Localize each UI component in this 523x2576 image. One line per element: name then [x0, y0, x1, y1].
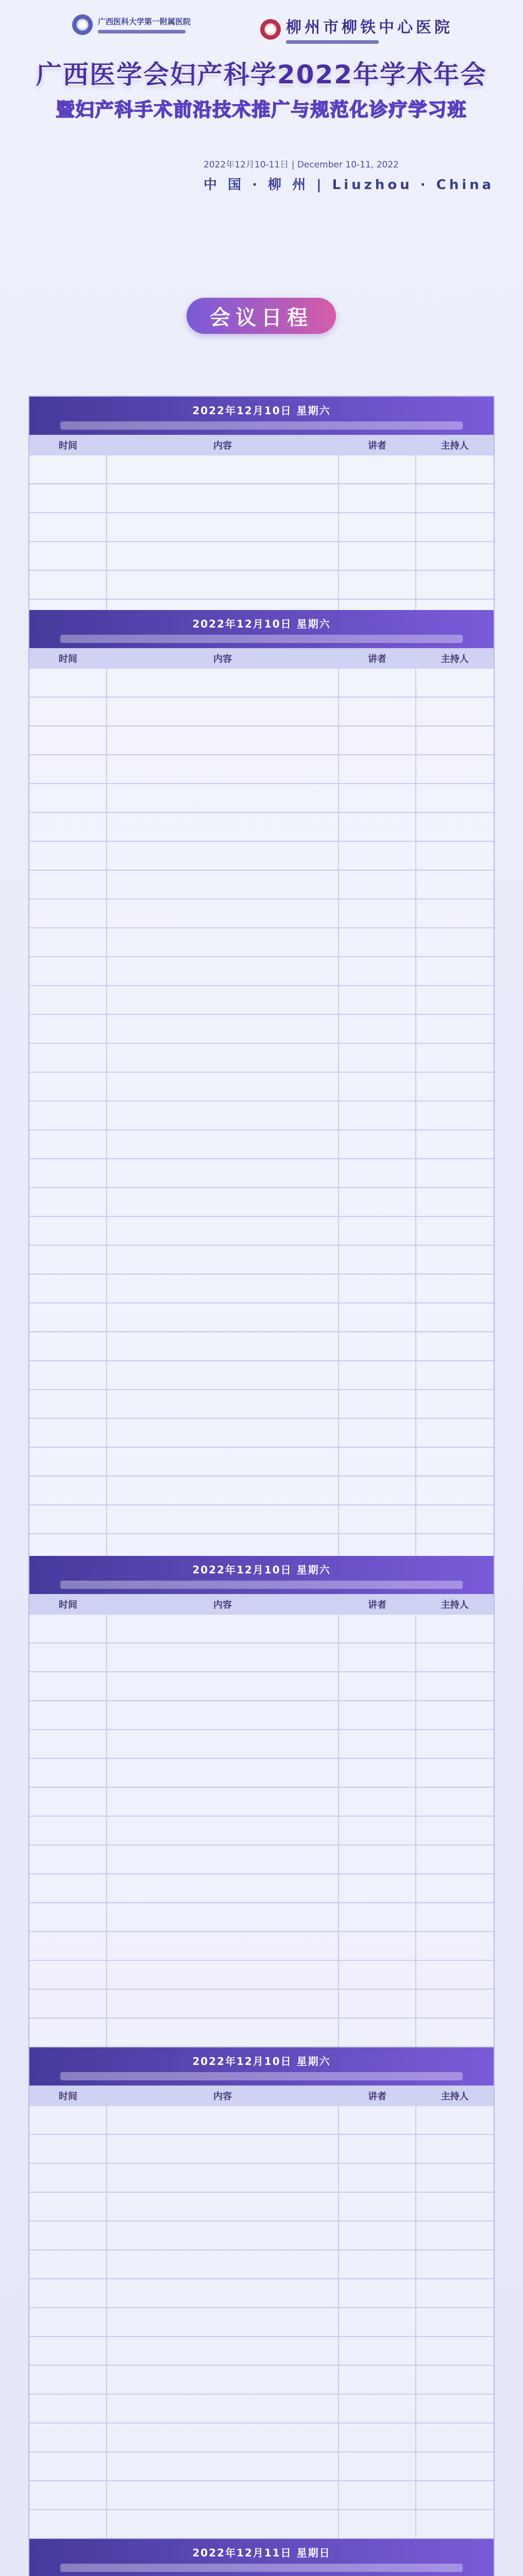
day-header [29, 2047, 494, 2086]
column-header-speaker: 讲者 [368, 1600, 386, 1611]
column-header-content: 内容 [213, 440, 232, 451]
session-subtitle [60, 421, 463, 430]
column-header-content: 内容 [213, 654, 232, 665]
day-date: 2022年12月10日 星期六 [192, 1563, 331, 1576]
day-header [29, 397, 494, 435]
schedule-rows [29, 455, 494, 610]
session-subtitle [60, 635, 463, 643]
column-header-speaker: 讲者 [368, 440, 386, 451]
schedule-rows [29, 2106, 494, 2539]
column-header-chair: 主持人 [441, 2091, 469, 2102]
column-header-time: 时间 [59, 2091, 77, 2102]
column-header-content: 内容 [213, 2091, 232, 2102]
left-logo-text [98, 16, 191, 33]
hospital-emblem-icon [260, 19, 281, 40]
schedule-table [28, 396, 495, 2576]
column-header-chair: 主持人 [441, 1600, 469, 1611]
right-logo-text [286, 14, 453, 44]
column-header-row [29, 648, 494, 669]
sub-title: 暨妇产科手术前沿技术推广与规范化诊疗学习班 [56, 99, 467, 121]
column-header-chair: 主持人 [441, 654, 469, 665]
logo-english-line [286, 40, 379, 44]
meta-city: 中 国 · 柳 州 | Liuzhou · China [204, 177, 495, 193]
right-hospital-logo [260, 14, 453, 44]
day-date: 2022年12月10日 星期六 [192, 617, 331, 630]
day-header [29, 1556, 494, 1594]
column-header-chair: 主持人 [441, 440, 469, 451]
column-header-time: 时间 [59, 1600, 77, 1611]
session-subtitle [60, 1581, 463, 1589]
day-date: 2022年12月10日 星期六 [192, 2055, 331, 2067]
left-org-name: 广西医科大学第一附属医院 [98, 17, 191, 26]
column-header-content: 内容 [213, 1600, 232, 1611]
schedule-rows [29, 1615, 494, 2047]
logo-english-line [98, 30, 185, 33]
day-header [29, 610, 494, 648]
meta-row [204, 157, 494, 193]
column-header-speaker: 讲者 [368, 2091, 386, 2102]
agenda-heading: 会议日程 [187, 298, 336, 334]
column-header-time: 时间 [59, 440, 77, 451]
column-header-time: 时间 [59, 654, 77, 665]
schedule-rows [29, 669, 494, 1556]
left-hospital-logo [72, 14, 191, 35]
university-emblem-icon [72, 14, 93, 35]
right-org-name: 柳州市柳铁中心医院 [286, 19, 453, 37]
column-header-speaker: 讲者 [368, 654, 386, 665]
session-subtitle [60, 2072, 463, 2080]
main-title: 广西医学会妇产科学2022年学术年会 [36, 60, 487, 90]
day-date: 2022年12月11日 星期日 [192, 2546, 331, 2559]
column-header-row [29, 2086, 494, 2106]
column-header-row [29, 435, 494, 455]
meta-date: 2022年12月10-11日 | December 10-11, 2022 [204, 160, 399, 170]
session-subtitle [60, 2564, 463, 2572]
day-date: 2022年12月10日 星期六 [192, 404, 331, 417]
column-header-row [29, 1594, 494, 1615]
logo-bar [0, 0, 523, 46]
title-block [0, 54, 523, 122]
meta-info [204, 157, 494, 193]
day-header [29, 2539, 494, 2576]
